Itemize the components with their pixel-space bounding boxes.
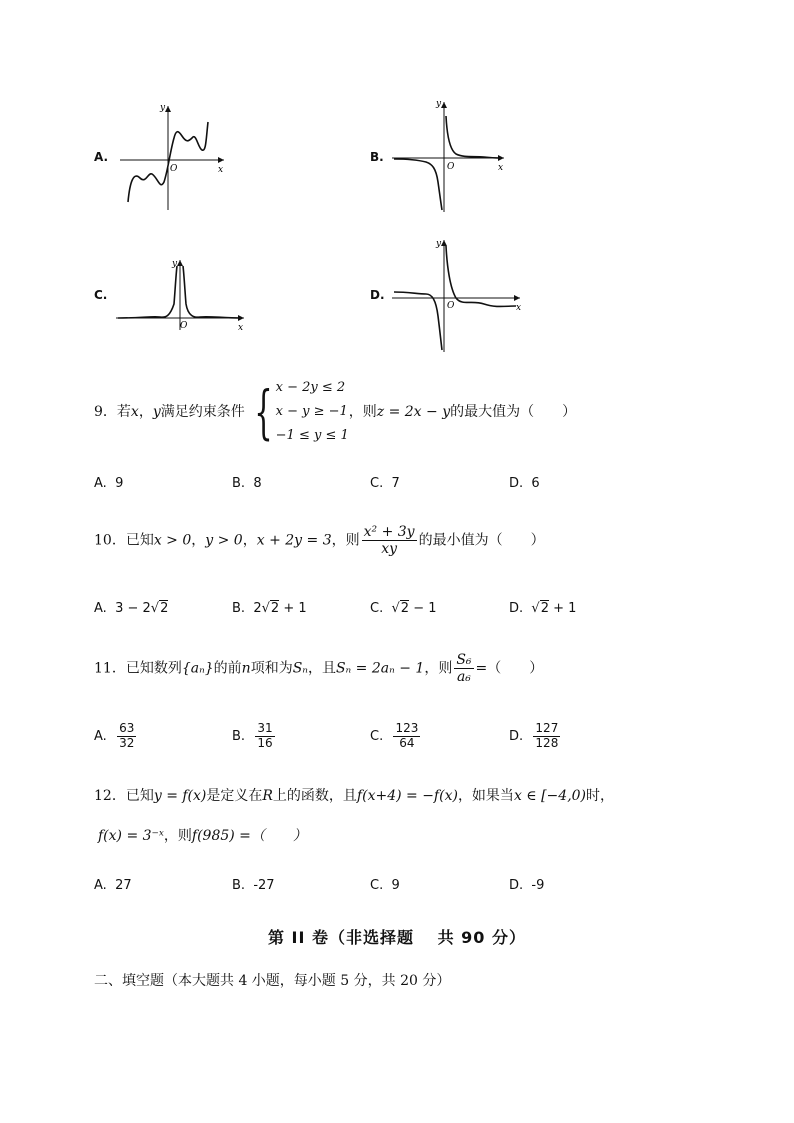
question-12-line-1: [94, 785, 614, 805]
q10-option-c[interactable]: C. √2 − 1: [370, 601, 437, 616]
question-10: 10．已知x > 0，y > 0，x + 2y = 3，则 $\frac{\text{x² + 3y}}{xy}$ 的最小值为（ ）: [94, 524, 545, 558]
graph-c-origin: O: [180, 321, 188, 331]
q10-prefix: 10．已知: [94, 532, 154, 549]
q11-text-3: ，且: [307, 660, 336, 677]
q11-fraction: [454, 652, 473, 685]
q11-option-a[interactable]: A. $\frac{63}{32}$: [94, 721, 135, 750]
graph-b-x-label: x: [498, 163, 504, 173]
graph-b: [388, 96, 512, 216]
graph-c: [112, 254, 250, 334]
q10-fraction: [362, 524, 417, 557]
q12-then: ，则: [163, 828, 192, 844]
q9-constraint-2: x − y ≥ −1: [275, 404, 348, 419]
q12-option-b[interactable]: B. -27: [232, 878, 275, 893]
q12-text-2: 上的函数，且: [272, 788, 357, 804]
q11-prefix: 11．已知数列: [94, 660, 182, 677]
question-12-line-2: [98, 825, 307, 845]
q12-definition: f(x) = 3⁻ˣ: [98, 828, 164, 844]
section-ii-title: 第 II 卷（非选择题 共 90 分）: [267, 928, 527, 947]
q12-interval: x ∈ [−4,0): [513, 788, 587, 804]
q11-sn: Sₙ: [292, 660, 308, 677]
q10-option-d[interactable]: D. √2 + 1: [509, 601, 577, 616]
q11-numerator: S₆: [456, 652, 472, 668]
graph-d-x-label: x: [516, 303, 522, 313]
graph-a-origin: O: [170, 164, 178, 174]
q9-constraint-system: { x − 2y ≤ 2 x − y ≥ −1 −1 ≤ y ≤ 1: [253, 378, 349, 446]
q9-constraint-1: x − 2y ≤ 2: [275, 380, 346, 395]
fill-in-heading: 二、填空题（本大题共 4 小题，每小题 5 分，共 20 分）: [94, 973, 451, 989]
q10-cond-1: x > 0: [153, 532, 192, 549]
q11-ask: =（ ）: [475, 660, 544, 677]
graph-b-origin: O: [447, 162, 455, 172]
question-9: [94, 376, 576, 448]
graph-c-x-label: x: [238, 323, 244, 333]
q9-option-c[interactable]: C. 7: [370, 476, 400, 491]
q12-prefix: 12．已知: [94, 788, 154, 804]
q10-cond-2: y > 0: [205, 532, 243, 549]
q10-denominator: xy: [381, 541, 397, 558]
q9-var-y: y: [152, 404, 161, 420]
q12-option-d[interactable]: D. -9: [509, 878, 545, 893]
q12-text-3: ，如果当: [457, 788, 514, 804]
q12-domain-r: R: [262, 788, 273, 804]
q12-ask: f(985) =（ ）: [191, 828, 307, 844]
q11-option-c[interactable]: C. $\frac{123}{64}$: [370, 721, 419, 750]
q11-text-2: 项和为: [250, 660, 293, 677]
q11-text-1: 的前: [213, 660, 242, 677]
graph-d: [388, 236, 526, 354]
q9-option-d[interactable]: D. 6: [509, 476, 540, 491]
q12-function: y = f(x): [153, 788, 207, 804]
q11-sequence: {aₙ}: [181, 660, 214, 677]
q9-objective: z = 2x − y: [376, 404, 451, 420]
q10-option-b[interactable]: B. 2√2 + 1: [232, 601, 307, 616]
q10-then: ，则: [331, 532, 360, 549]
q9-comma: ，: [138, 404, 153, 420]
question-11: [94, 652, 543, 685]
q10-numerator: x² + 3y: [363, 524, 415, 540]
q11-denominator: a₆: [456, 669, 471, 686]
q10-cond-3: x + 2y = 3: [256, 532, 332, 549]
q9-constraint-3: −1 ≤ y ≤ 1: [275, 428, 349, 443]
q9-ask: 的最大值为（ ）: [450, 404, 577, 420]
q9-var-x: x: [130, 404, 139, 420]
q11-relation: Sₙ = 2aₙ − 1: [335, 660, 425, 677]
graph-a-x-label: x: [218, 165, 224, 175]
q9-prefix: 9．若: [94, 404, 131, 420]
q12-relation: f(x+4) = −f(x): [356, 788, 458, 804]
graph-b-label: B.: [370, 150, 384, 164]
q11-option-d[interactable]: D. $\frac{127}{128}$: [509, 721, 559, 750]
graph-a-y-label: y: [160, 103, 166, 113]
q9-constraint-text: 满足约束条件: [160, 404, 245, 420]
q12-text-4: 时，: [586, 788, 615, 804]
q11-option-b[interactable]: B. $\frac{31}{16}$: [232, 721, 273, 750]
graph-b-y-label: y: [436, 99, 442, 109]
q11-then: ，则: [424, 660, 453, 677]
graph-d-origin: O: [447, 301, 455, 311]
q9-option-a[interactable]: A. 9: [94, 476, 124, 491]
q11-n: n: [241, 660, 251, 677]
graph-a-label: A.: [94, 150, 109, 164]
q12-option-c[interactable]: C. 9: [370, 878, 400, 893]
graph-a: [112, 100, 232, 212]
q10-option-a[interactable]: A. 3 − 2√2: [94, 601, 169, 616]
graph-c-label: C.: [94, 288, 108, 302]
q9-option-b[interactable]: B. 8: [232, 476, 262, 491]
graph-d-label: D.: [370, 288, 385, 302]
graph-d-y-label: y: [436, 239, 442, 249]
q12-text-1: 是定义在: [206, 788, 263, 804]
q9-then: ，则: [348, 404, 377, 420]
q10-ask: 的最小值为（ ）: [418, 532, 545, 549]
graph-c-y-label: y: [172, 259, 178, 269]
q12-option-a[interactable]: A. 27: [94, 878, 132, 893]
